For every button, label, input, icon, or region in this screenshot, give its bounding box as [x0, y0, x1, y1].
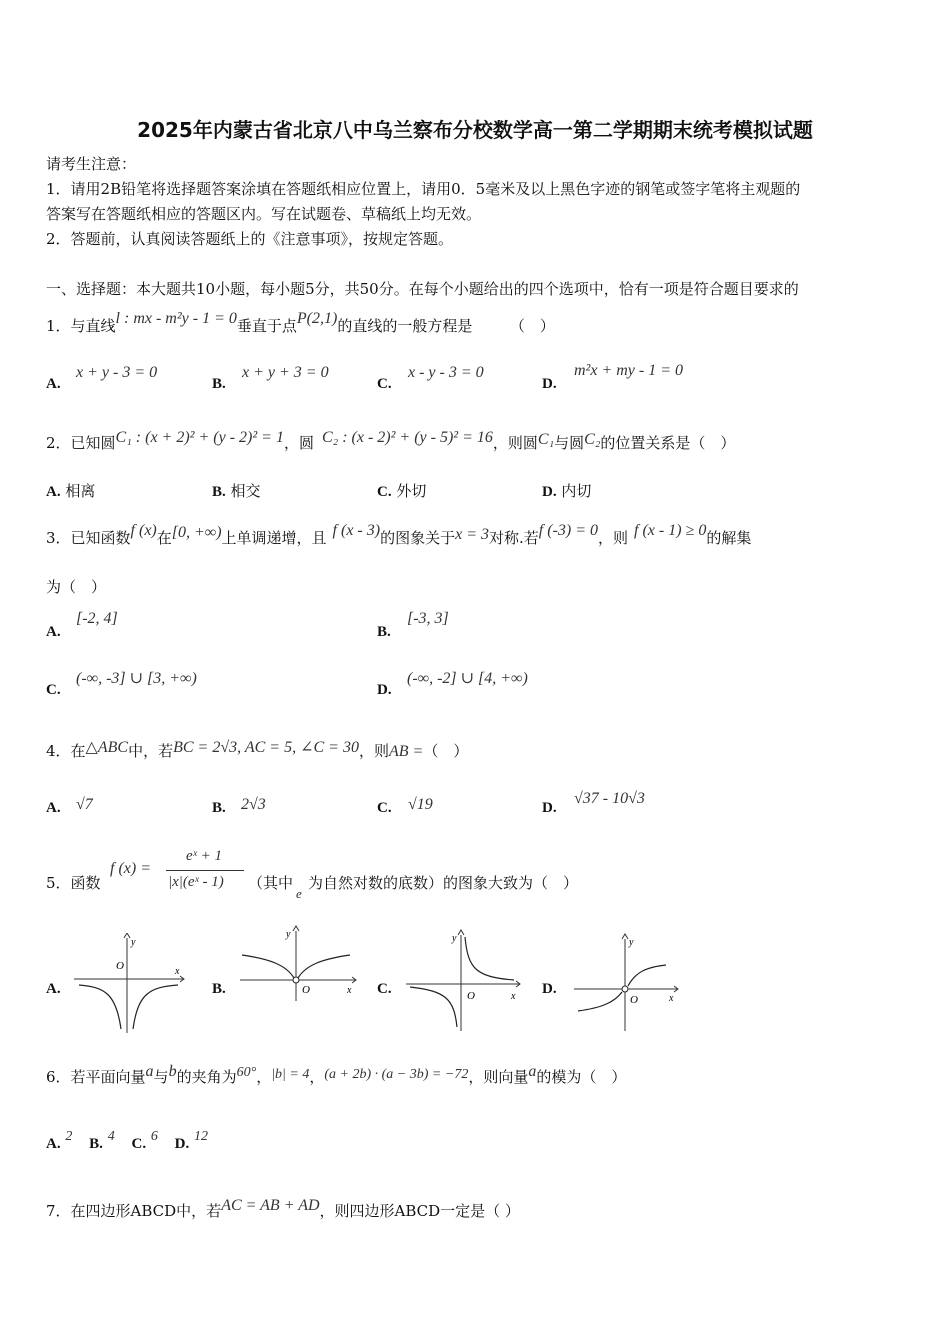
- q5-a-x-label: x: [175, 966, 180, 977]
- q5-b-origin: O: [302, 984, 310, 996]
- q5-b-y-label: y: [286, 929, 291, 940]
- q3-text-2: 上单调递增，且: [221, 529, 327, 547]
- q2-end-2: 与圆: [554, 434, 585, 452]
- q3-text-6: 的解集: [706, 529, 752, 547]
- q2-option-c-letter: C.: [377, 484, 392, 500]
- q5-denominator: |x|(eˣ - 1): [168, 874, 224, 890]
- q2-circle-1: C₁ : (x + 2)² + (y - 2)² = 1: [115, 429, 284, 446]
- q4-option-d-letter: D.: [542, 800, 557, 816]
- q3-option-b-letter: B.: [377, 624, 391, 640]
- q1-point: P(2,1): [296, 310, 338, 327]
- q5-option-a-letter: A.: [46, 981, 61, 997]
- q1-option-b: x + y + 3 = 0: [242, 364, 329, 381]
- q6-norm-b: |b| = 4: [271, 1067, 310, 1082]
- q5-numerator: eˣ + 1: [186, 848, 223, 864]
- q3-option-c: (-∞, -3] ∪ [3, +∞): [76, 670, 197, 687]
- q4-conditions: BC = 2√3, AC = 5, ∠C = 30: [173, 739, 359, 756]
- notice-line-1b: 答案写在答题纸相应的答题区内。写在试题卷、草稿纸上均无效。: [46, 205, 482, 223]
- q1-option-c-letter: C.: [377, 376, 392, 392]
- q4-option-c-letter: C.: [377, 800, 392, 816]
- q7-vector-equation: AC = AB + AD: [221, 1197, 320, 1214]
- q6-angle: 60°: [236, 1065, 257, 1080]
- q3-option-a-letter: A.: [46, 624, 61, 640]
- q3-text-1: 在: [156, 529, 172, 547]
- q4-text-3: （ ）: [423, 742, 469, 760]
- notice-heading: 请考生注意：: [46, 155, 137, 173]
- q2-c2-ref: C₂: [584, 431, 601, 448]
- q6-vector-b: b: [168, 1063, 177, 1080]
- q3-option-d: (-∞, -2] ∪ [4, +∞): [407, 670, 528, 687]
- q2-option-a: 相离: [65, 482, 96, 500]
- q3-function: f (x): [130, 522, 157, 539]
- q2-prefix: 2．已知圆: [46, 434, 116, 452]
- q2-option-d-letter: D.: [542, 484, 557, 500]
- q5-graph-b: [240, 925, 358, 1001]
- q4-ab: AB =: [388, 743, 424, 760]
- q4-text-2: ，则: [358, 742, 389, 760]
- q5-function-lhs: f (x) =: [110, 860, 151, 877]
- q4-triangle: △ABC: [85, 739, 129, 756]
- q1-end: 的直线的一般方程是 （ ）: [337, 317, 555, 335]
- q4-option-b-letter: B.: [212, 800, 226, 816]
- q3-text-5: ，则: [598, 529, 629, 547]
- q3-condition: f (-3) = 0: [538, 522, 599, 539]
- q6-option-a: 2: [65, 1129, 73, 1144]
- q5-fraction-bar: [166, 870, 244, 871]
- q7-end: ，则四边形ABCD一定是（ ）: [319, 1202, 520, 1220]
- q1-option-d-letter: D.: [542, 376, 557, 392]
- q5-e: e: [296, 886, 302, 901]
- q2-option-a-letter: A.: [46, 484, 61, 500]
- q6-option-d: 12: [194, 1129, 209, 1144]
- q6-option-a-letter: A.: [46, 1136, 61, 1152]
- q1-option-b-letter: B.: [212, 376, 226, 392]
- q4-option-b: 2√3: [241, 796, 266, 813]
- q6-text-1: 与: [153, 1068, 169, 1086]
- q3-option-c-letter: C.: [46, 682, 61, 698]
- q4-option-a-letter: A.: [46, 800, 61, 816]
- q5-c-origin: O: [467, 990, 475, 1002]
- q6-dot-product: (a + 2b) · (a − 3b) = −72: [324, 1067, 469, 1082]
- q6-text-3: ，: [256, 1068, 272, 1086]
- question-5: [46, 848, 906, 903]
- q1-mid: 垂直于点: [236, 317, 297, 335]
- question-6: [46, 1063, 627, 1087]
- q5-d-x-label: x: [669, 993, 674, 1004]
- q2-mid: ，圆: [283, 434, 314, 452]
- q2-end-1: ，则圆: [492, 434, 538, 452]
- q3-option-b: [-3, 3]: [407, 610, 449, 627]
- q5-a-y-label: y: [131, 937, 136, 948]
- q6-prefix: 6．若平面向量: [46, 1068, 146, 1086]
- q2-circle-2: C₂ : (x - 2)² + (y - 5)² = 16: [321, 429, 493, 446]
- q4-prefix: 4．在: [46, 742, 86, 760]
- q6-option-d-letter: D.: [174, 1136, 190, 1152]
- q5-prefix: 5．函数: [46, 874, 101, 892]
- notice-line-2: 2．答题前，认真阅读答题纸上的《注意事项》，按规定答题。: [46, 230, 454, 248]
- q1-line-equation: l : mx - m²y - 1 = 0: [115, 310, 237, 327]
- q2-c1-ref: C₁: [537, 431, 555, 448]
- q4-options: [46, 790, 906, 826]
- q2-option-b: 相交: [230, 482, 261, 500]
- q3-options: [46, 608, 906, 708]
- q5-a-origin: O: [116, 960, 124, 972]
- q1-option-a: x + y - 3 = 0: [76, 364, 158, 381]
- q6-option-b: 4: [107, 1129, 115, 1144]
- question-7: [46, 1197, 520, 1221]
- q5-c-x-label: x: [511, 991, 516, 1002]
- question-3: [46, 522, 752, 548]
- q5-graph-d: [574, 933, 680, 1031]
- q6-vector-a: a: [145, 1063, 154, 1080]
- q6-text-4: ，: [309, 1068, 325, 1086]
- q5-text-2: 为自然对数的底数）的图象大致为（ ）: [308, 874, 579, 892]
- q3-inequality: f (x - 1) ≥ 0: [634, 522, 707, 539]
- q3-option-d-letter: D.: [377, 682, 392, 698]
- q5-option-c-letter: C.: [377, 981, 392, 997]
- q4-option-d: √37 - 10√3: [574, 790, 645, 807]
- q2-option-b-letter: B.: [212, 484, 226, 500]
- q5-option-d-letter: D.: [542, 981, 557, 997]
- q3-text-7: 为（ ）: [46, 578, 107, 596]
- q6-option-c: 6: [150, 1129, 158, 1144]
- q5-graph-options: [46, 925, 906, 1035]
- q5-c-y-label: y: [452, 933, 457, 944]
- q3-option-a: [-2, 4]: [76, 610, 118, 627]
- q6-option-c-letter: C.: [131, 1136, 147, 1152]
- q5-d-origin: O: [630, 994, 638, 1006]
- q4-option-c: √19: [408, 796, 433, 813]
- q5-graph-c: [406, 929, 522, 1031]
- q5-option-b-letter: B.: [212, 981, 226, 997]
- q6-options: [46, 1129, 209, 1153]
- q1-option-c: x - y - 3 = 0: [408, 364, 484, 381]
- q6-text-6: 的模为（ ）: [536, 1068, 627, 1086]
- q3-text-3: 的图象关于: [380, 529, 456, 547]
- q6-text-5: ，则向量: [468, 1068, 529, 1086]
- q6-option-b-letter: B.: [89, 1136, 103, 1152]
- q1-option-a-letter: A.: [46, 376, 61, 392]
- q4-text-1: 中，若: [128, 742, 174, 760]
- q3-domain: [0, +∞): [171, 524, 222, 541]
- q5-b-x-label: x: [347, 985, 352, 996]
- q3-text-4: 对称.若: [489, 529, 539, 547]
- q7-prefix: 7．在四边形ABCD中，若: [46, 1202, 222, 1220]
- q2-end-3: 的位置关系是（ ）: [600, 434, 736, 452]
- q1-prefix: 1．与直线: [46, 317, 116, 335]
- q5-graph-a: [74, 933, 186, 1033]
- q6-text-2: 的夹角为: [176, 1068, 237, 1086]
- q2-option-d: 内切: [561, 482, 592, 500]
- q1-option-d: m²x + my - 1 = 0: [574, 362, 684, 379]
- question-4: [46, 740, 468, 761]
- question-2: [46, 429, 736, 453]
- q4-option-a: √7: [76, 796, 93, 813]
- q3-shifted-function: f (x - 3): [332, 522, 381, 539]
- q3-prefix: 3．已知函数: [46, 529, 131, 547]
- question-1: [46, 310, 555, 336]
- q2-option-c: 外切: [396, 482, 427, 500]
- q6-vector-a-ref: a: [528, 1063, 537, 1080]
- page-title: 2025年内蒙古省北京八中乌兰察布分校数学高一第二学期期末统考模拟试题: [137, 118, 813, 142]
- q3-symmetry-line: x = 3: [455, 526, 489, 543]
- notice-line-1: 1．请用2B铅笔将选择题答案涂填在答题纸相应位置上，请用0．5毫米及以上黑色字迹的钢笔或签字笔将主观题的: [46, 180, 801, 198]
- q5-text-1: （其中: [248, 874, 294, 892]
- q5-d-y-label: y: [629, 937, 634, 948]
- section-heading: 一、选择题：本大题共10小题，每小题5分，共50分。在每个小题给出的四个选项中，恰有一项是符合题目要求的: [46, 280, 799, 298]
